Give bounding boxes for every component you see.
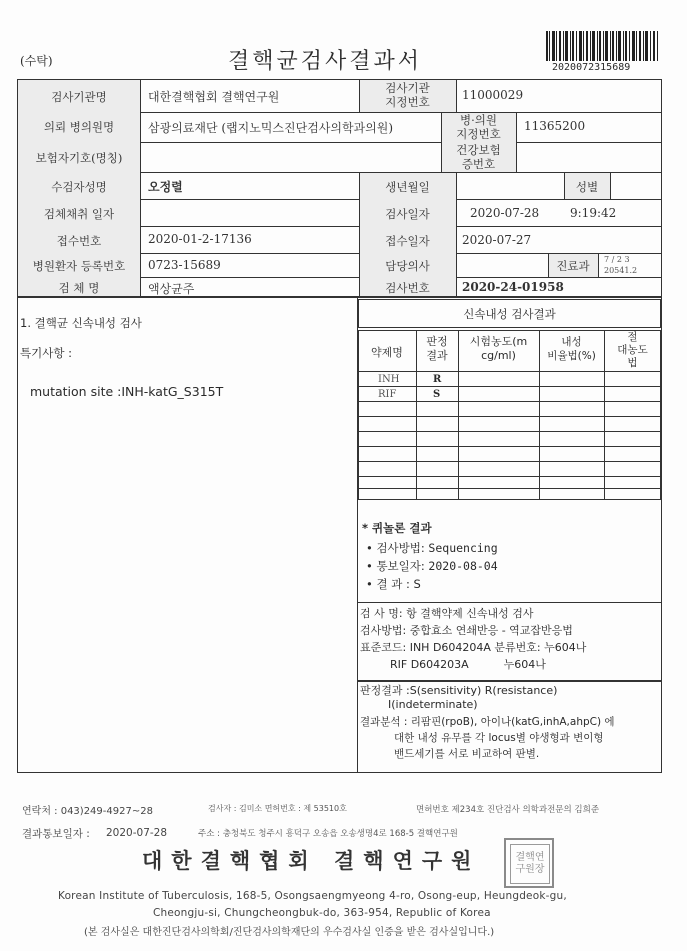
test-no: 2020-24-01958 xyxy=(462,280,564,294)
test-time: 9:19:42 xyxy=(570,206,617,220)
address-en-line2: Cheongju-si, Chungcheongbuk-do, 363-954, Republic of Korea xyxy=(153,907,491,919)
patient-name-label: 수검자성명 xyxy=(51,180,107,194)
barcode xyxy=(546,31,659,63)
specimen-label: 검 체 명 xyxy=(58,281,100,295)
result-inh: R xyxy=(433,374,442,385)
address-kr: 주소 : 충청북도 청주시 흥덕구 오송읍 오송생명4로 168-5 결핵연구원 xyxy=(198,829,458,839)
institution-name: 대한결핵협회 결핵연구원 xyxy=(148,90,280,104)
receipt-no-label: 접수번호 xyxy=(56,234,102,248)
institution-code: 11000029 xyxy=(462,88,524,102)
receipt-no: 2020-01-2-17136 xyxy=(148,232,252,246)
col-header-result: 판정 결과 xyxy=(426,335,448,362)
requester-label: 의뢰 병의원명 xyxy=(43,120,115,134)
sex-label: 성별 xyxy=(575,180,599,194)
test-date-label: 검사일자 xyxy=(385,207,430,221)
doctor-label: 담당의사 xyxy=(385,259,430,273)
std-code-line2: RIF D604203A 누604나 xyxy=(390,658,546,671)
quinolone-report-date: • 통보일자: 2020-08-04 xyxy=(366,559,498,573)
doctor-license: 면허번호 제234호 진단검사 의학과전문의 김희준 xyxy=(416,805,600,815)
analysis-line3: 밴드세기를 서로 비교하여 판별. xyxy=(394,748,540,760)
analysis-line2: 대한 내성 유무를 각 locus별 야생형과 변이형 xyxy=(394,732,604,744)
remarks-label: 특기사항 : xyxy=(20,346,72,360)
page-title: 결핵균검사결과서 xyxy=(228,49,423,74)
receipt-date-label: 접수일자 xyxy=(385,234,430,248)
receipt-label: (수탁) xyxy=(20,54,53,68)
tester-info: 검사자 : 김미소 면허번호 : 제 53510호 xyxy=(208,804,347,813)
col-header-drug: 약제명 xyxy=(371,346,403,359)
result-rif: S xyxy=(433,389,441,400)
col-header-absolute: 절 대농도 법 xyxy=(617,331,648,369)
official-seal xyxy=(504,838,554,888)
test-no-label: 검사번호 xyxy=(385,281,430,295)
drug-rif: RIF xyxy=(378,389,397,400)
drug-inh: INH xyxy=(378,374,400,385)
judgement-indeterminate: I(indeterminate) xyxy=(388,698,478,711)
quinolone-title: * 퀴놀론 결과 xyxy=(362,521,432,535)
analysis-line1: 결과분석 : 리팜핀(rpoB), 아이나(katG,inhA,ahpC) 에 xyxy=(360,716,615,728)
col-header-concentration: 시험농도(m cg/ml) xyxy=(469,335,528,362)
certification-note: (본 검사실은 대한진단검사의학회/진단검사의학재단의 우수검사실 인증을 받은 검사실입니다.) xyxy=(84,927,495,938)
specimen-value: 액상균주 xyxy=(148,282,195,296)
insurance-label: 보험자기호(명칭) xyxy=(35,151,123,165)
test-date: 2020-07-28 xyxy=(470,206,540,220)
department-sub: 20541.2 xyxy=(604,266,638,275)
requester-name: 삼광의료재단 (랩지노믹스진단검사의학과의원) xyxy=(148,121,394,135)
collection-date-label: 검체채취 일자 xyxy=(43,207,115,221)
contact: 연락처 : 043)249-4927~28 xyxy=(22,806,153,817)
department-code: 7 / 2 3 xyxy=(604,255,630,264)
receipt-date: 2020-07-27 xyxy=(462,233,532,247)
hospital-patient-no-label: 병원환자 등록번호 xyxy=(32,259,126,273)
institution-name-label: 검사기관명 xyxy=(51,90,107,104)
report-date-label: 결과통보일자 : xyxy=(22,828,90,840)
health-insurance-label: 건강보험 증번호 xyxy=(456,143,501,171)
birthdate-label: 생년월일 xyxy=(385,180,430,194)
section-title: 1. 결핵균 신속내성 검사 xyxy=(20,316,142,330)
col-header-proportion: 내성 비율법(%) xyxy=(547,336,596,362)
org-name: 대한결핵협회 결핵연구원 xyxy=(142,848,481,873)
result-table-title: 신속내성 검사결과 xyxy=(463,307,556,321)
address-en-line1: Korean Institute of Tuberculosis, 168-5, Osongsaengmyeong 4-ro, Osong-eup, Heungdeok-gu, xyxy=(58,890,567,902)
clinic-code-label: 병·의원 지정번호 xyxy=(456,113,501,141)
test-method: 검사방법: 중합효소 연쇄반응 - 역교잡반응법 xyxy=(360,624,573,637)
seal-text: 결핵연구원장 xyxy=(510,844,550,884)
quinolone-result: • 결 과 : S xyxy=(366,577,421,591)
judgement: 판정결과 :S(sensitivity) R(resistance) xyxy=(360,684,558,697)
std-code-line1: 표준코드: INH D604204A 분류번호: 누604나 xyxy=(360,641,587,654)
clinic-code: 11365200 xyxy=(524,119,586,133)
mutation-site: mutation site :INH-katG_S315T xyxy=(30,384,224,399)
hospital-patient-no: 0723-15689 xyxy=(148,258,221,272)
patient-name: 오정렬 xyxy=(148,180,183,194)
quinolone-method: • 검사방법: Sequencing xyxy=(366,541,498,555)
test-name: 검 사 명: 항 결핵약제 신속내성 검사 xyxy=(360,607,534,620)
institution-code-label: 검사기관 지정번호 xyxy=(385,81,430,109)
barcode-number: 2020072315689 xyxy=(552,62,631,73)
department-label: 진료과 xyxy=(556,259,590,273)
report-date: 2020-07-28 xyxy=(106,827,168,839)
